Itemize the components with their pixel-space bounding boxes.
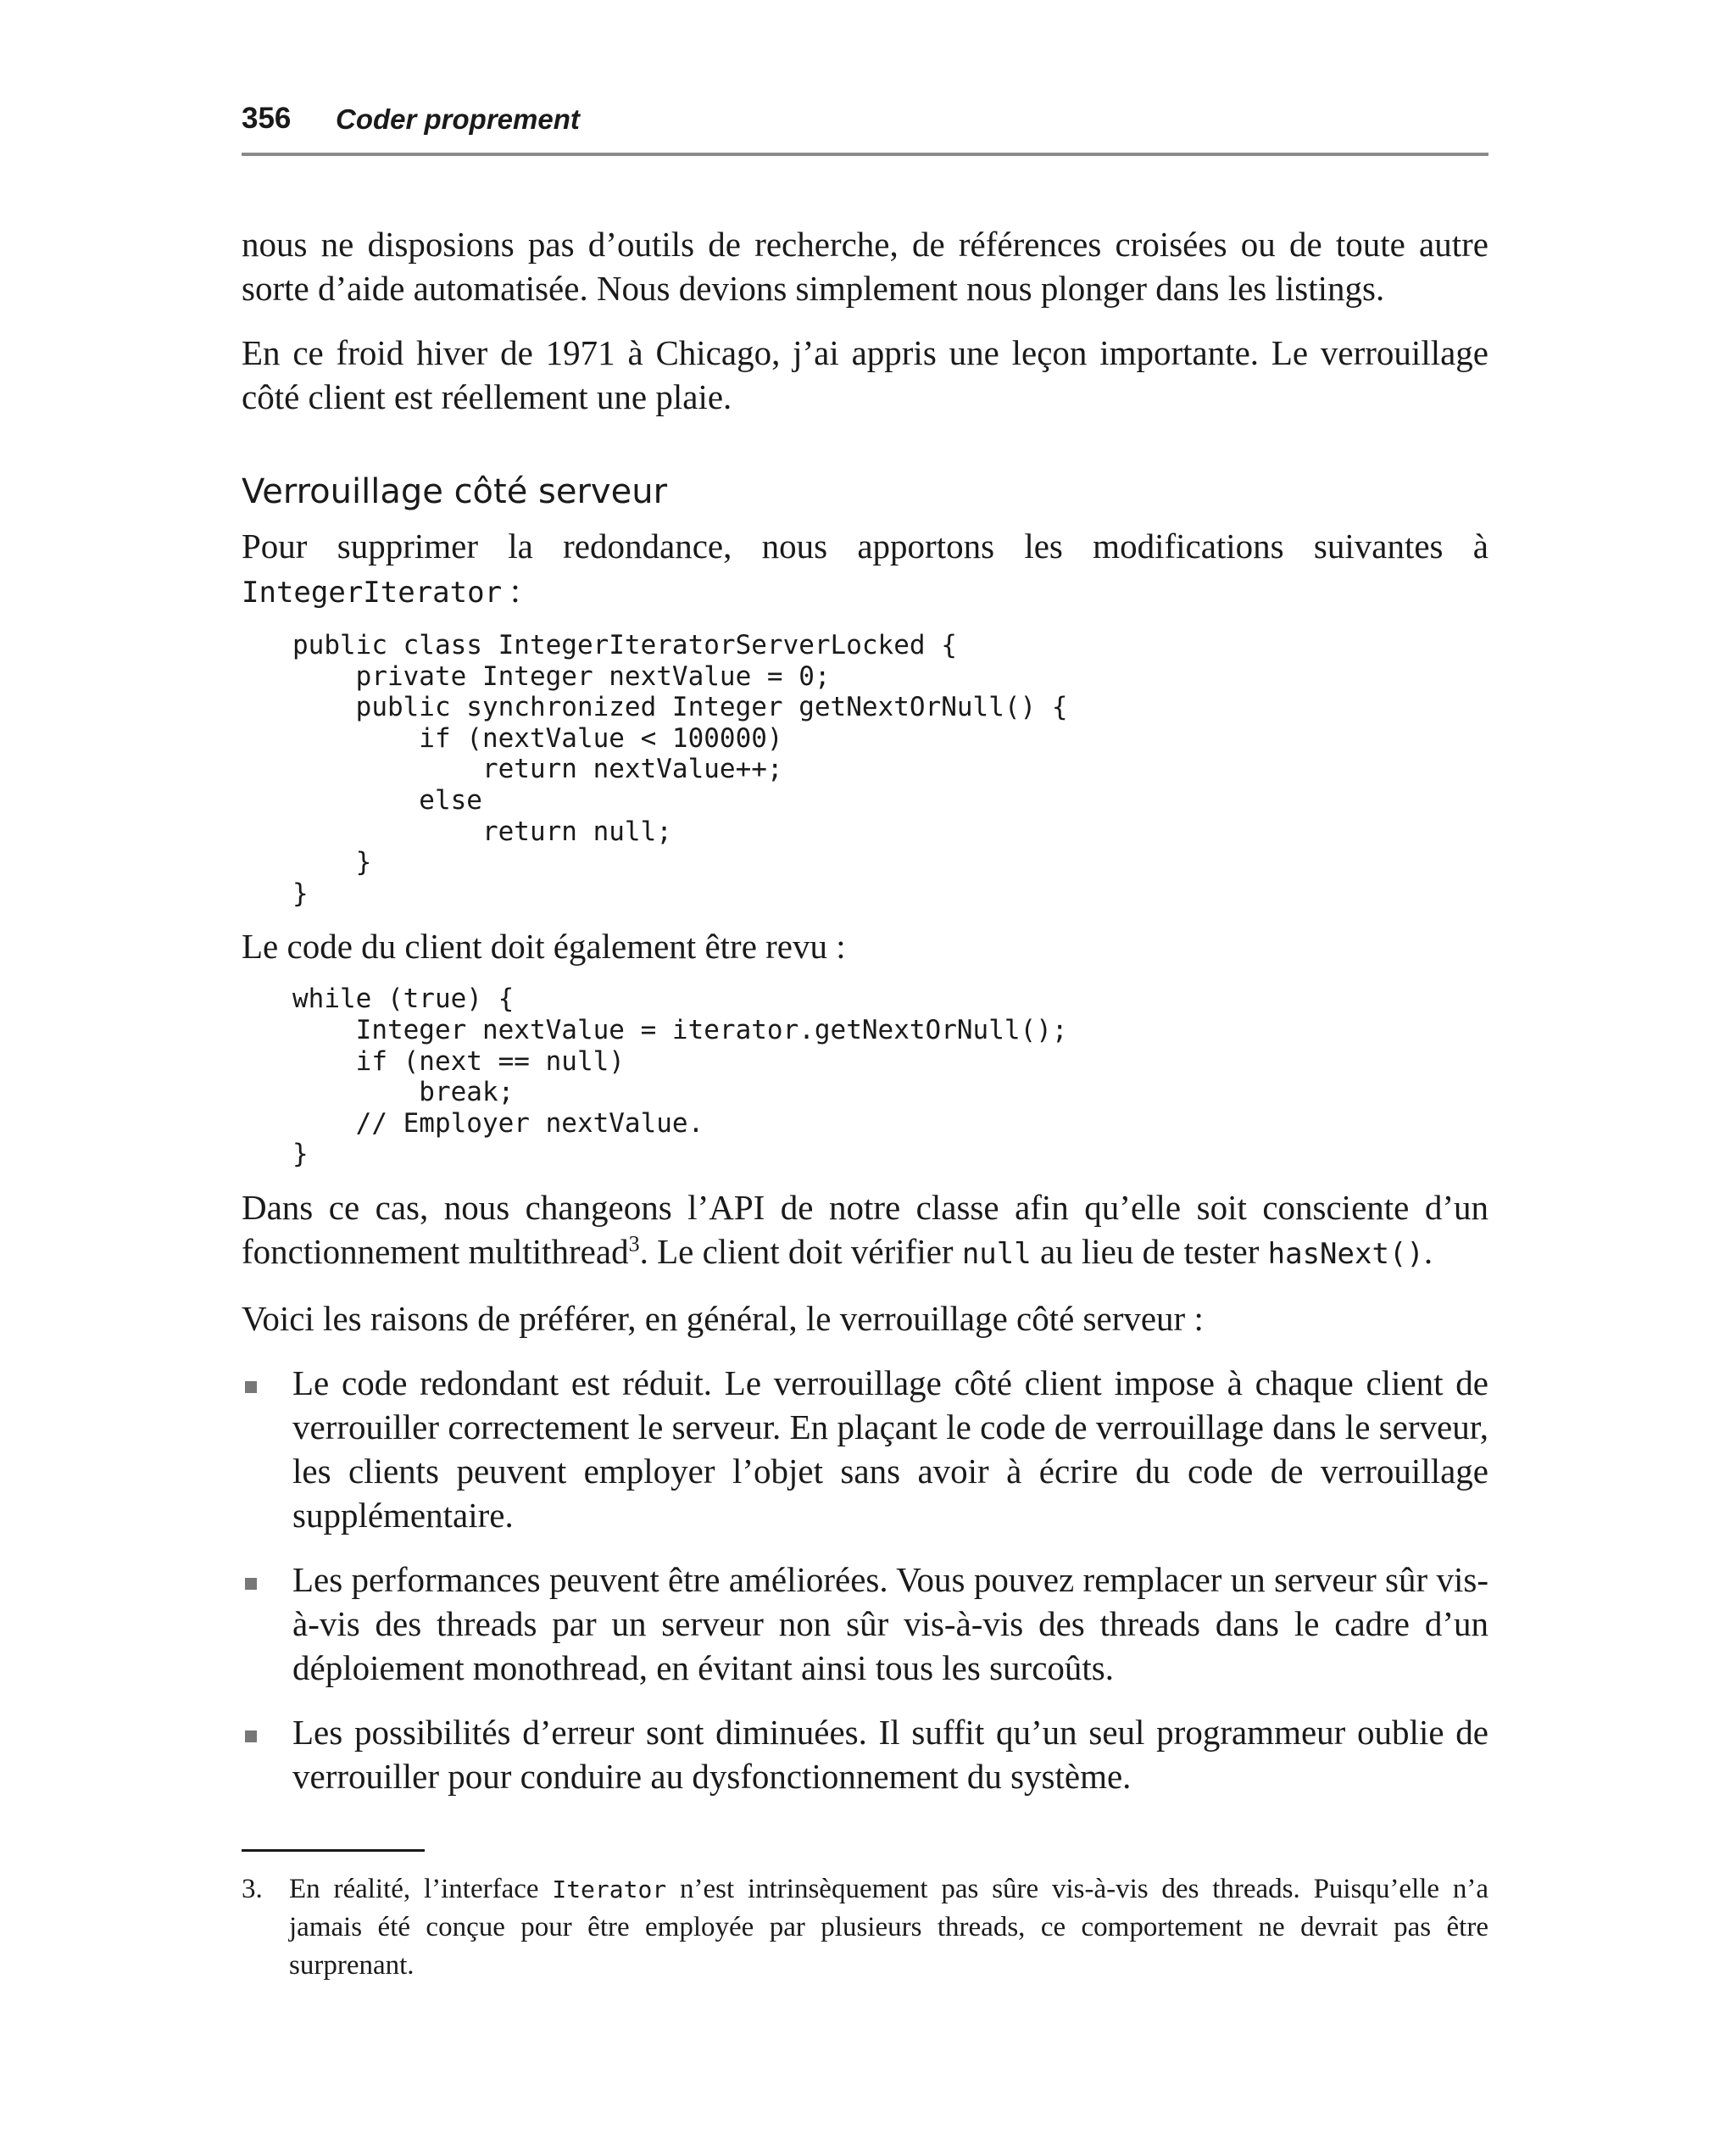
bullet-square-icon (245, 1730, 257, 1742)
paragraph: nous ne disposions pas d’outils de recherche, de références croisées ou de toute autre sorte d’aide automatisée. Nous devions simplement nous plonger dans les listings. (242, 225, 1488, 308)
list-item (242, 1558, 1488, 1690)
paragraph: En ce froid hiver de 1971 à Chicago, j’ai appris une leçon importante. Le verrouillage côté client est réellement une plaie. (242, 333, 1488, 416)
intro-text: Pour supprimer la redondance, nous apportons les modifications suivantes à (242, 527, 1488, 566)
api-text: Dans ce cas, nous changeons l’API de notre classe afin qu’elle soit consciente d’un fonctionnement multithread (242, 1187, 1488, 1271)
bullet-square-icon (245, 1381, 257, 1393)
footnote-text-part: En réalité, l’interface (289, 1874, 553, 1904)
api-text: au lieu de tester (1031, 1231, 1268, 1271)
inline-code: IntegerIterator (242, 576, 503, 610)
footnote-divider (242, 1849, 425, 1852)
api-text: . (1423, 1231, 1433, 1271)
api-text: . Le client doit vérifier (639, 1231, 962, 1271)
footnote-number: 3. (242, 1874, 263, 1904)
code-block-server: public class IntegerIteratorServerLocked { private Integer nextValue = 0; public synchronized Integer getNextOrNull() { if (nextValue < 100000) return nextValue++; else return null; } } (292, 630, 1068, 909)
footnote-text (289, 1870, 1488, 1985)
code-block-client: while (true) { Integer nextValue = iterator.getNextOrNull(); if (next == null) break; // Employer nextValue. } (292, 984, 1068, 1170)
list-item (242, 1710, 1488, 1798)
page-number: 356 (242, 102, 292, 135)
reasons-list (242, 1361, 1488, 1798)
footnote-ref: 3 (628, 1231, 640, 1257)
list-item-text: Les possibilités d’erreur sont diminuées. Il suffit qu’un seul programmeur oublie de verrouiller pour conduire au dysfonctionnement du système. (292, 1712, 1488, 1796)
running-header (242, 100, 1488, 156)
section-heading: Verrouillage côté serveur (242, 472, 668, 511)
list-item-text: Les performances peuvent être améliorées. Vous pouvez remplacer un serveur sûr vis-à-vis des threads par un serveur non sûr vis-à-vis des threads dans le cadre d’un déploiement monothread, en évitant ainsi tous les surcoûts. (292, 1559, 1488, 1687)
reasons-intro: Voici les raisons de préférer, en général, le verrouillage côté serveur : (242, 1298, 1204, 1338)
client-paragraph: Le code du client doit également être revu : (242, 927, 846, 967)
section-intro (242, 524, 1488, 615)
inline-code: Iterator (552, 1875, 667, 1903)
bullet-square-icon (245, 1578, 257, 1590)
inline-code: hasNext() (1267, 1236, 1424, 1271)
footnote-text-part: n’est intrinsèquement pas sûre vis-à-vis des threads. Puisqu’elle n’a jamais été conçue pour être employée par plusieurs threads, ce comportement ne devrait pas être surprenant. (289, 1874, 1489, 1981)
footnote (242, 1870, 1488, 1985)
list-item (242, 1361, 1488, 1537)
page-body (242, 222, 1488, 1819)
api-paragraph (242, 1185, 1488, 1276)
running-title: Coder proprement (336, 103, 580, 135)
list-item-text: Le code redondant est réduit. Le verrouillage côté client impose à chaque client de verrouiller correctement le serveur. En plaçant le code de verrouillage dans le serveur, les clients peuvent employer l’objet sans avoir à écrire du code de verrouillage supplémentaire. (292, 1363, 1488, 1535)
intro-end: : (502, 571, 520, 610)
inline-code: null (961, 1236, 1032, 1271)
